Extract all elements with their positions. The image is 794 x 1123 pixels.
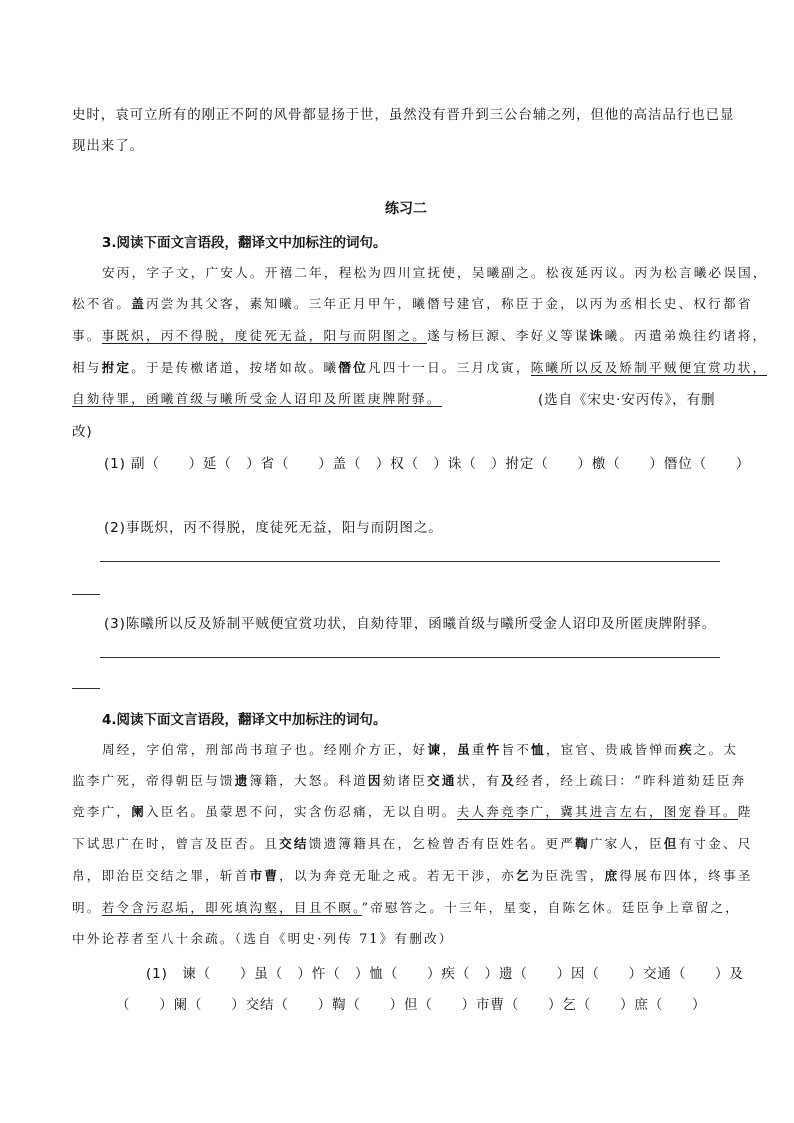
q3-text: 凡四十一日。三月戊寅， — [367, 360, 531, 375]
q3-underlined-sentence-2-cont: 自劾待罪，函曦首级与曦所受金人诏印及所匿庚牌附驿。 — [72, 391, 442, 406]
section-title: 练习二 — [385, 201, 427, 217]
q4-key-word: 市曹 — [249, 868, 280, 883]
q3-text: 相与 — [72, 360, 102, 375]
answer-line-end — [72, 594, 100, 595]
q4-text: 旨不 — [501, 742, 532, 757]
q3-passage-line-3 — [72, 325, 767, 344]
intro-line-1: 史时，袁可立所有的刚正不阿的风骨都显扬于世，虽然没有晋升到三公台辅之列，但他的高洁品行也已显 — [72, 107, 735, 123]
q4-text: 馈遗簿籍具在，乞检曾否有臣姓名。更严 — [308, 836, 576, 851]
q4-text: 重 — [471, 742, 487, 757]
q3-text: 遂与杨巨源、李好义等谋 — [427, 328, 590, 343]
q4-key-word: 庶 — [604, 868, 620, 883]
q4-key-word: 遗 — [234, 773, 250, 788]
q4-underlined-sentence-1: 夫人奔竞李广，冀其进言左右，图宠眷耳。 — [456, 804, 738, 819]
q4-text: 之。太 — [693, 742, 739, 757]
q4-passage-line-5 — [72, 865, 753, 884]
q3-translate-3: (3)陈曦所以反及矫制平贼便宜赏功状，自劾待罪，函曦首级与曦所受金人诏印及所匿庚牌附驿。 — [104, 616, 717, 632]
q4-text: ， — [442, 742, 458, 757]
q4-text: 入臣名。虽蒙恩不问，实含伤忍痛，无以自明。 — [145, 804, 457, 819]
q3-key-word: 盖 — [131, 296, 146, 311]
q3-text: 丙尝为其父客，素知曦。三年正月甲午，曦僭号建官，称臣于金，以丙为丞相长史、权行都省 — [145, 296, 753, 311]
q4-text: 劾诸臣 — [382, 773, 428, 788]
q4-text: 周经，字伯常，刑部尚书瑄子也。经刚介方正，好 — [102, 742, 428, 757]
q4-key-word: 鞫 — [575, 836, 590, 851]
q4-text: 监李广死，帝得朝臣与馈 — [72, 773, 235, 788]
q4-key-word: 恤 — [531, 742, 546, 757]
q4-key-word: 交通 — [427, 773, 457, 788]
q3-source-cont: 改) — [72, 424, 93, 440]
q4-text: 下试思广在时，曾言及臣否。且 — [72, 836, 280, 851]
q3-passage-line-2 — [72, 293, 753, 312]
q4-text: 帛，即治臣交结之罪，斩首 — [72, 868, 250, 883]
q3-key-word: 诛 — [589, 328, 605, 343]
q4-text: 明。 — [72, 900, 102, 915]
q4-text: ，宦官、贵戚皆惮而 — [545, 742, 679, 757]
q4-text: 簿籍，大怒。科道 — [249, 773, 368, 788]
q4-text: 有寸金、尺 — [678, 836, 753, 851]
q4-passage-line-7: 中外论荐者至八十余疏。（选自《明史·列传 71》有删改） — [72, 931, 454, 946]
q3-passage-line-4 — [72, 357, 767, 376]
q3-heading: 3.阅读下面文言语段，翻译文中加标注的词句。 — [102, 235, 387, 251]
q4-text: ，以为奔竞无耻之戒。若无干涉，亦 — [279, 868, 516, 883]
q3-text: 事。 — [72, 328, 102, 343]
q4-key-word: 忤 — [486, 742, 502, 757]
q3-underlined-sentence-1: 事既炽，丙不得脱，度徒死无益，阳与而阴图之。 — [101, 328, 428, 343]
q3-key-word: 僭位 — [338, 360, 368, 375]
q3-word-list: (1) 副（ ）延（ ）省（ ）盖（ ）权（ ）诛（ ）拊定（ ）檄（ ）僭位（ ） — [104, 456, 751, 472]
q4-text: 陛 — [737, 804, 753, 819]
q4-word-list-1: (1) 谏（ ）虽（ ）忤（ ）恤（ ）疾（ ）遗（ ）因（ ）交通（ ）及 — [146, 966, 744, 982]
q4-key-word: 疾 — [679, 742, 694, 757]
q3-passage-line-5 — [72, 388, 442, 407]
q4-heading: 4.阅读下面文言语段，翻译文中加标注的词句。 — [102, 712, 387, 728]
q4-passage-line-3 — [72, 801, 753, 820]
q3-source: (选自《宋史·安丙传》，有删 — [538, 392, 716, 408]
q4-key-word: 乞 — [515, 868, 531, 883]
q4-key-word: 及 — [501, 773, 516, 788]
q4-key-word: 阑 — [131, 804, 146, 819]
q4-text: 经者，经上疏曰：“昨科道劾廷臣奔 — [515, 773, 747, 788]
q3-underlined-sentence-2: 陈曦所以反及矫制平贼便宜赏功状， — [530, 360, 768, 375]
answer-line[interactable] — [100, 561, 720, 562]
q3-passage-line-1: 安丙，字子文，广安人。开禧二年，程松为四川宣抚使，吴曦副之。松夜延丙议。丙为松言曦必误国， — [102, 265, 768, 280]
intro-line-2: 现出来了。 — [72, 138, 144, 154]
q4-text: 广家人，臣 — [589, 836, 664, 851]
q4-passage-line-6 — [72, 897, 740, 916]
q4-text: 状，有 — [456, 773, 502, 788]
q3-key-word: 拊定 — [101, 360, 132, 375]
q4-key-word: 因 — [367, 773, 383, 788]
q3-translate-2: (2)事既炽，丙不得脱，度徒死无益，阳与而阴图之。 — [104, 520, 443, 536]
q4-passage-line-2 — [72, 770, 746, 789]
q4-key-word: 但 — [663, 836, 679, 851]
q4-text: ”帝慰答之。十三年，星变，自陈乞休。廷臣争上章留之， — [361, 900, 741, 915]
q4-key-word: 虽 — [457, 742, 472, 757]
q3-text: 。于是传檄诸道，按堵如故。曦 — [131, 360, 339, 375]
q3-text: 曦。丙遣弟焕往约诸将， — [604, 328, 768, 343]
q4-text: 得展布四体，终事圣 — [619, 868, 753, 883]
q3-text: 松不省。 — [72, 296, 132, 311]
q4-text: 为臣洗雪， — [530, 868, 605, 883]
q4-key-word: 交结 — [279, 836, 309, 851]
q4-key-word: 谏 — [427, 742, 443, 757]
q4-passage-line-1 — [102, 739, 738, 758]
q4-word-list-2: （ ）阑（ ）交结（ ）鞫（ ）但（ ）市曹（ ）乞（ ）庶（ ） — [116, 997, 707, 1013]
answer-line[interactable] — [100, 657, 720, 658]
q4-passage-line-4 — [72, 833, 753, 852]
answer-line-end — [72, 688, 100, 689]
q4-underlined-sentence-2: 若令含污忍垢，即死填沟壑，目且不瞑。 — [101, 900, 362, 915]
q4-text: 竞李广， — [72, 804, 132, 819]
